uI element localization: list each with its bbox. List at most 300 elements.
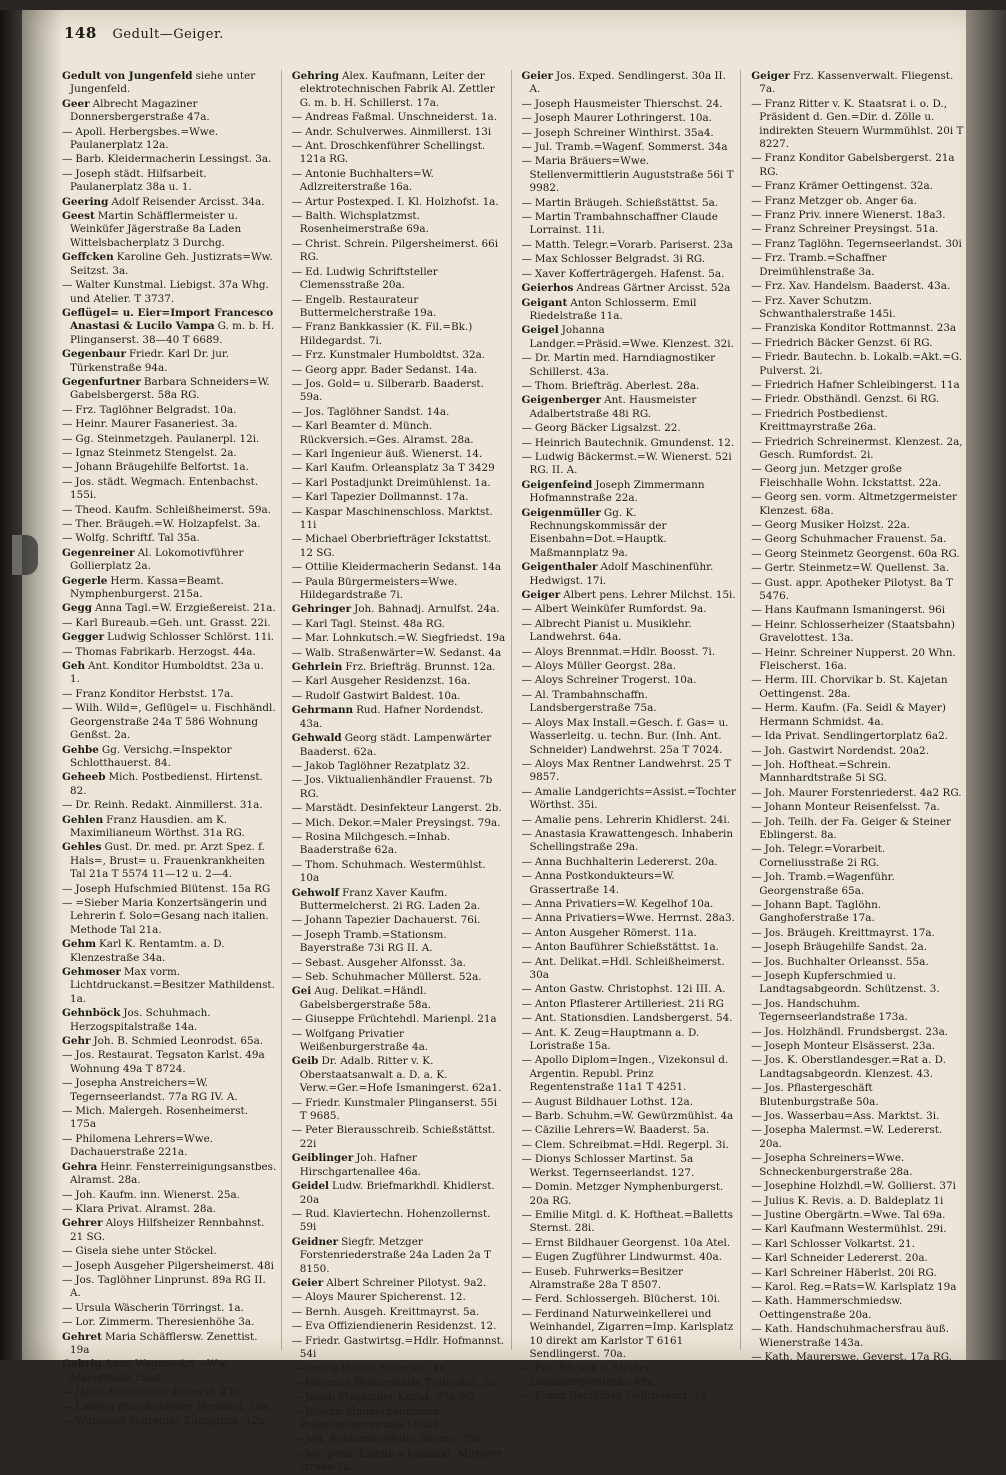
entry-dash: — [521, 238, 532, 251]
directory-entry [62, 1260, 277, 1273]
entry-dash: — [521, 1293, 532, 1306]
entry-text: Franz Schreiner Preysingst. 51a. [764, 223, 939, 236]
entry-dash: — [291, 476, 303, 489]
entry-dash: — [751, 336, 762, 349]
directory-entry [751, 1082, 966, 1109]
directory-entry [62, 476, 277, 503]
entry-text: Jos. Handschuhm. Tegernseerlandstraße 173a. [759, 997, 908, 1024]
entry-text: Joh. Hafner Hirschgartenallee 46a. [299, 1152, 421, 1178]
entry-text: Franziska Konditor Rottmannst. 23a [764, 322, 957, 335]
directory-entry [62, 1358, 277, 1385]
directory-entry [522, 1181, 737, 1208]
entry-text: Dionys Schlosser Martinst. 5a Werkst. Tegernseerlandst. 127. [529, 1153, 695, 1179]
entry-text: Franz Bankkassier (K. Fil.=Bk.) Hildegardst. 7i. [299, 321, 473, 347]
entry-dash: — [62, 1400, 73, 1413]
entry-text: Jakob Taglöhner Rezatplatz 32. [305, 759, 470, 772]
entry-text: Balth. Wichsplatzmst. Rosenheimerstraße 69a. [299, 210, 429, 236]
directory-entry [522, 717, 737, 757]
entry-text: Franz Ritter v. K. Staatsrat i. o. D., Präsident d. Gen.=Dir. d. Zölle u. indirekten Steuern Wurmmühlst. 20i T 8227. [759, 97, 964, 151]
directory-entry [522, 786, 737, 813]
entry-dash: — [751, 351, 762, 364]
directory-entry [292, 533, 507, 560]
entry-text: Artur Postexped. I. Kl. Holzhofst. 1a. [305, 195, 499, 208]
entry-text: Herm. III. Chorvikar b. St. Kajetan Oettingenst. 28a. [759, 674, 948, 700]
entry-dash: — [521, 617, 532, 630]
entry-surname: Gehlen [62, 813, 104, 826]
entry-text: Frz. Bäcker u. Melber Landsbergerstraße 69a. [529, 1362, 657, 1388]
entry-dash: — [62, 1105, 73, 1118]
entry-dash: — [521, 352, 532, 365]
entry-dash: — [62, 1259, 73, 1272]
directory-entry [522, 380, 737, 393]
directory-entry [751, 152, 966, 179]
entry-text: Lor. Zimmerm. Theresienhöhe 3a. [75, 1316, 255, 1329]
entry-dash: — [751, 1280, 762, 1293]
entry-text: Joh. Rentamtsgehilfe Steinst. 79a. [305, 1433, 485, 1446]
entry-text: Thom. Briefträg. Aberlest. 28a. [534, 379, 700, 392]
entry-text: Eugen Zugführer Lindwurmst. 40a. [534, 1251, 722, 1264]
entry-dash: — [62, 167, 73, 180]
directory-entry [751, 871, 966, 898]
entry-text: Michael Oberbriefträger Ickstattst. 12 SG. [299, 533, 492, 559]
entry-text: Frz. Kassenverwalt. Fliegenst. 7a. [759, 70, 954, 96]
entry-text: Josephine Holzhdl.=W. Gollierst. 37i [764, 1180, 956, 1193]
entry-dash: — [291, 774, 303, 787]
entry-text: Mich. Dekor.=Maler Preysingst. 79a. [305, 816, 501, 829]
directory-entry [751, 604, 966, 617]
entry-surname: Gehwald [291, 732, 342, 745]
directory-entry [751, 180, 966, 193]
directory-entry [522, 394, 737, 421]
entry-surname: Geidel [291, 1180, 330, 1193]
entry-dash: — [751, 1237, 762, 1250]
entry-dash: — [521, 645, 532, 658]
directory-entry [62, 98, 277, 125]
directory-entry [522, 1362, 737, 1389]
entry-text: Martin Trambahnschaffner Claude Lorrainst. 11i. [529, 211, 718, 237]
directory-entry [292, 420, 507, 447]
directory-entry [522, 1124, 737, 1137]
entry-surname: Geiger [521, 589, 561, 602]
entry-dash: — [62, 1202, 73, 1215]
entry-surname: Gehmoser [62, 966, 121, 978]
entry-dash: — [751, 618, 762, 631]
entry-surname: Gehrlein [291, 661, 343, 674]
entry-surname: Geering [62, 195, 109, 208]
entry-text: Martin Bräugeh. Schießstättst. 5a. [534, 196, 719, 209]
entry-dash: — [521, 785, 532, 798]
entry-dash: — [751, 393, 762, 406]
directory-entry [522, 98, 737, 111]
entry-surname: Gehrig [62, 1358, 102, 1371]
directory-entry [292, 1208, 507, 1235]
entry-text: Heinrich Bautechnik. Gmundenst. 12. [534, 436, 735, 449]
entry-surname: Geidner [291, 1235, 339, 1248]
directory-entry [292, 957, 507, 970]
directory-entry [751, 548, 966, 561]
entry-dash: — [521, 211, 532, 224]
entry-text: Wunibald Schreiner Zugspitzst. 12a. [75, 1415, 269, 1427]
entry-text: Joseph Zimmermann Hofmannstraße 22a. [529, 478, 705, 505]
directory-entry [522, 1110, 737, 1123]
entry-dash: — [291, 1305, 303, 1318]
entry-dash: — [751, 970, 762, 982]
entry-text: Karl K. Rentamtm. a. D. Klenzestraße 34a. [70, 938, 225, 964]
directory-entry [522, 324, 737, 351]
directory-entry [292, 477, 507, 490]
directory-entry [292, 406, 507, 419]
entry-dash: — [521, 1124, 532, 1137]
directory-entry [751, 759, 966, 786]
directory-entry [62, 532, 277, 545]
directory-entry [62, 1217, 277, 1244]
entry-dash: — [291, 1376, 303, 1389]
entry-dash: — [291, 237, 303, 250]
entry-dash: — [521, 1138, 532, 1151]
entry-text: Siegfr. Metzger Forstenriederstraße 24a Laden 2a T 8150. [299, 1235, 491, 1275]
entry-dash: — [62, 1132, 73, 1145]
directory-entry [62, 1105, 277, 1132]
entry-dash: — [291, 1013, 303, 1026]
entry-text: Georg Bäcker Ligsalzst. 22. [534, 422, 681, 435]
directory-entry [292, 1055, 507, 1095]
entry-surname: Gehnböck [62, 1007, 121, 1020]
entry-dash: — [62, 418, 73, 431]
directory-entry [62, 404, 277, 417]
directory-entry [751, 280, 966, 293]
directory-entry [751, 252, 966, 279]
directory-entry [292, 140, 507, 167]
entry-dash: — [291, 689, 303, 702]
entry-dash: — [521, 827, 532, 840]
directory-entry [62, 631, 277, 644]
entry-dash: — [751, 1152, 762, 1165]
directory-entry [292, 632, 507, 645]
entry-text: Johann Bapt. Taglöhn. Ganghoferstraße 17a. [759, 898, 882, 925]
entry-text: Eva Offiziendienerin Residenzst. 12. [305, 1320, 497, 1333]
entry-dash: — [291, 759, 303, 772]
entry-text: Al. Trambahnschaffn. Landsbergerstraße 75a. [529, 688, 657, 715]
directory-entry [292, 1448, 507, 1475]
directory-entry [751, 1124, 966, 1151]
entry-text: Ignaz Steinmetz Stengelst. 2a. [75, 446, 237, 459]
entry-text: Adolf Reisender Arcisst. 34a. [111, 195, 265, 208]
entry-dash: — [521, 1110, 532, 1123]
entry-text: Friedr. Karl Dr. jur. Türkenstraße 94a. [70, 348, 230, 374]
entry-dash: — [291, 1334, 303, 1347]
directory-entry [292, 704, 507, 731]
directory-entry [522, 814, 737, 827]
entry-dash: — [521, 141, 532, 154]
entry-dash: — [291, 1433, 303, 1446]
entry-columns [62, 70, 970, 1474]
entry-dash: — [521, 1012, 532, 1025]
column-2 [291, 70, 512, 1474]
entry-dash: — [291, 858, 303, 871]
entry-text: Andreas Faßmal. Unschneiderst. 1a. [305, 111, 497, 124]
directory-entry [522, 660, 737, 673]
entry-text: Xaver Kofferträgergeh. Hafenst. 5a. [534, 267, 725, 280]
directory-entry [62, 348, 277, 375]
directory-entry [522, 451, 737, 478]
directory-entry [62, 1203, 277, 1216]
entry-dash: — [751, 491, 762, 504]
entry-dash: — [751, 1180, 762, 1193]
directory-entry [751, 562, 966, 575]
directory-entry [751, 1252, 966, 1265]
entry-text: Alex. Kaufmann, Leiter der elektrotechnischen Fabrik Al. Zettler G. m. b. H. Schillerst. 17a. [299, 70, 495, 109]
directory-entry [751, 351, 966, 378]
entry-text: Josepha Anstreichers=W. Tegernseerlandst. 77a RG IV. A. [70, 1077, 238, 1103]
entry-text: Albert pens. Lehrer Milchst. 15i. [563, 589, 736, 602]
entry-text: Karl Schlosser Volkartst. 21. [764, 1237, 915, 1250]
entry-surname: Gehles [62, 841, 102, 854]
entry-text: Jos. Taglöhner Sandst. 14a. [305, 405, 450, 418]
directory-entry [62, 447, 277, 460]
entry-dash: — [751, 547, 762, 560]
directory-entry [62, 153, 277, 166]
directory-entry [292, 576, 507, 603]
directory-entry [62, 814, 277, 841]
entry-text: Clem. Schreibmat.=Hdl. Regerpl. 3i. [534, 1138, 729, 1151]
entry-text: Mar. Lohnkutsch.=W. Siegfriedst. 19a [305, 632, 506, 645]
entry-text: Thom. Schuhmach. Westermühlst. 10a [299, 858, 486, 885]
directory-entry [292, 1335, 507, 1362]
entry-text: Heinr. Schlosserheizer (Staatsbahn) Gravelottest. 13a. [759, 618, 955, 645]
entry-text: Karl Beamter d. Münch. Rückversich.=Ges. Alramst. 28a. [299, 420, 474, 446]
directory-entry [62, 883, 277, 896]
entry-text: Anton Bauführer Schießstättst. 1a. [534, 941, 719, 954]
entry-dash: — [291, 1207, 303, 1220]
directory-entry [292, 690, 507, 703]
directory-entry [522, 253, 737, 266]
entry-dash: — [62, 645, 73, 658]
directory-entry [522, 352, 737, 379]
entry-dash: — [291, 533, 303, 546]
directory-entry [292, 774, 507, 801]
directory-entry [292, 929, 507, 956]
entry-text: Theod. Kaufm. Schleißheimerst. 59a. [75, 503, 271, 516]
directory-entry [522, 282, 737, 295]
entry-dash: — [291, 405, 303, 418]
entry-text: Anna Buchhalterin Ledererst. 20a. [534, 855, 718, 868]
entry-text: Wolfg. Schriftf. Tal 35a. [75, 532, 200, 545]
directory-entry [751, 927, 966, 940]
directory-entry [292, 349, 507, 362]
entry-surname: Geest [62, 210, 95, 223]
entry-surname: Gegenreiner [62, 546, 135, 559]
entry-dash: — [62, 1316, 73, 1329]
entry-surname: Gehm [62, 938, 97, 951]
entry-dash: — [751, 237, 762, 250]
entry-dash: — [751, 562, 762, 575]
entry-dash: — [291, 1405, 303, 1418]
entry-dash: — [751, 194, 762, 207]
directory-entry [751, 1110, 966, 1123]
entry-text: Karl Postadjunkt Dreimühlenst. 1a. [305, 476, 491, 489]
directory-entry [522, 1054, 737, 1094]
entry-text: Jos. Pflastergeschäft Blutenburgstraße 50a. [759, 1082, 879, 1108]
directory-entry [751, 1267, 966, 1280]
entry-dash: — [291, 363, 303, 376]
entry-text: Aloys Max Rentner Landwehrst. 25 T 9857. [529, 757, 732, 784]
directory-entry [292, 1028, 507, 1055]
directory-entry [522, 239, 737, 252]
entry-text: Barbara Schneiders=W. Gabelsbergerst. 58a RG. [70, 375, 270, 402]
entry-dash: — [62, 446, 73, 459]
entry-dash: — [291, 111, 303, 124]
entry-dash: — [521, 813, 532, 826]
directory-entry [292, 1013, 507, 1026]
entry-text: Dr. Martin med. Harndiagnostiker Schillerst. 43a. [529, 352, 716, 378]
entry-text: Aug. Delikat.=Händl. Gabelsbergerstraße 58a. [299, 985, 432, 1011]
directory-entry [522, 141, 737, 154]
directory-entry [292, 1320, 507, 1333]
directory-entry [292, 111, 507, 124]
entry-text: Friedr. Kunstmaler Plinganserst. 55i T 9685. [299, 1096, 498, 1123]
directory-entry [751, 843, 966, 870]
entry-text: Karl Schreiner Häberlst. 20i RG. [764, 1266, 937, 1279]
entry-dash: — [751, 730, 762, 743]
entry-text: Ant. K. Zeug=Hauptmann a. D. Loristraße 15a. [529, 1026, 700, 1053]
entry-surname: Geiger [751, 70, 791, 82]
entry-dash: — [291, 928, 303, 941]
directory-entry [62, 210, 277, 250]
entry-text: Ludwig Flaschenfüller Herbstst. 10a. [75, 1400, 272, 1413]
entry-dash: — [291, 1124, 303, 1137]
entry-dash: — [521, 983, 532, 996]
entry-dash: — [62, 1188, 73, 1201]
entry-dash: — [62, 896, 73, 909]
entry-text: Albert Schreiner Pilotyst. 9a2. [326, 1276, 487, 1289]
directory-entry [522, 479, 737, 506]
entry-dash: — [751, 801, 762, 814]
entry-text: Anastasia Krawattengesch. Inhaberin Schellingstraße 29a. [529, 827, 734, 854]
entry-text: Ferdinand Naturweinkellerei und Weinhandel, Zigarren=Imp. Karlsplatz 10 direkt am Karlstor T 6161 Sendlingerst. 70a. [529, 1307, 734, 1360]
directory-entry [751, 647, 966, 674]
entry-dash: — [291, 125, 303, 138]
entry-text: Frz. Briefträg. Brunnst. 12a. [345, 661, 496, 674]
entry-text: Gisela siehe unter Stöckel. [75, 1245, 217, 1258]
page-number: 148 [64, 24, 97, 42]
entry-text: Ursula Wäscherin Törringst. 1a. [75, 1301, 244, 1314]
entry-text: Seb. Schuhmacher Müllerst. 52a. [305, 971, 482, 983]
entry-text: Joh. Telegr.=Vorarbeit. Corneliusstraße 2i RG. [759, 843, 886, 869]
entry-surname: Geigenthaler [521, 561, 598, 574]
entry-text: Karl Tapezier Dollmannst. 17a. [305, 491, 469, 504]
entry-text: Aloys Maurer Spicherenst. 12. [305, 1291, 466, 1304]
entry-dash: — [62, 702, 73, 715]
entry-dash: — [521, 1026, 532, 1039]
directory-entry [292, 1362, 507, 1375]
directory-entry [292, 378, 507, 405]
entry-text: Georg Schuhmacher Frauenst. 5a. [764, 533, 947, 546]
page-header [64, 24, 224, 42]
directory-entry [62, 702, 277, 742]
directory-entry [522, 941, 737, 954]
directory-entry [292, 321, 507, 348]
entry-dash: — [62, 279, 73, 292]
entry-text: Karl Tagl. Steinst. 48a RG. [305, 617, 445, 630]
entry-text: Herm. Kaufm. (Fa. Seidl & Mayer) Hermann Schmidst. 4a. [759, 702, 946, 728]
entry-dash: — [62, 503, 73, 516]
entry-text: Gg. Versichg.=Inspektor Schlotthauerst. 84. [70, 743, 232, 769]
entry-dash: — [291, 462, 303, 475]
directory-entry [522, 828, 737, 855]
entry-text: Joseph Tramb.=Stationsm. Bayerstraße 73i RG II. A. [299, 928, 447, 955]
directory-entry [522, 1209, 737, 1236]
entry-text: Domin. Metzger Nymphenburgerst. 20a RG. [529, 1181, 724, 1207]
entry-dash: — [62, 403, 73, 416]
directory-entry [292, 1097, 507, 1124]
entry-dash: — [751, 674, 762, 687]
entry-text: Jos. Gold= u. Silberarb. Baaderst. 59a. [299, 377, 484, 404]
entry-dash: — [521, 1390, 532, 1403]
directory-entry [522, 1251, 737, 1264]
entry-dash: — [521, 1153, 532, 1166]
entry-text: Wilh. Wild=, Geflügel= u. Fischhändl. Georgenstraße 24a T 586 Wohnung Genßst. 2a. [70, 702, 276, 742]
directory-entry [522, 912, 737, 925]
directory-entry [62, 504, 277, 517]
entry-surname: Gegenbaur [62, 348, 126, 361]
directory-entry [751, 533, 966, 546]
entry-text: Martin Schäfflermeister u. Weinküfer Jägerstraße 8a Laden Wittelsbacherplatz 3 Durchg. [70, 210, 242, 249]
directory-entry [751, 941, 966, 954]
entry-dash: — [521, 1362, 532, 1375]
directory-entry [62, 547, 277, 574]
entry-text: Georg Steinmetz Georgenst. 60a RG. [764, 547, 960, 560]
entry-text: Joseph Maurer Lothringerst. 10a. [534, 112, 712, 125]
entry-text: Friedr. Gastwirtsg.=Hdlr. Hofmannst. 54i [299, 1334, 505, 1360]
directory-entry [292, 266, 507, 293]
entry-surname: Geierhos [521, 282, 574, 295]
entry-text: Franz Konditor Herbstst. 17a. [75, 687, 234, 700]
entry-text: Joh. B. Schmied Leonrodst. 65a. [93, 1035, 264, 1048]
entry-text: Gust. appr. Apotheker Pilotyst. 8a T 5476. [759, 576, 953, 603]
directory-entry [751, 1054, 966, 1081]
entry-text: Kath. Hammerschmiedsw. Oettingenstraße 20a. [759, 1295, 903, 1321]
directory-entry [751, 801, 966, 814]
entry-dash: — [751, 1350, 762, 1363]
entry-surname: Geib [291, 1055, 319, 1068]
entry-dash: — [291, 675, 303, 688]
entry-dash: — [751, 407, 762, 420]
directory-entry [292, 914, 507, 927]
directory-entry [62, 418, 277, 431]
directory-entry [751, 1281, 966, 1294]
entry-dash: — [521, 436, 532, 449]
entry-text: Johann Bräugehilfe Belfortst. 1a. [75, 461, 249, 474]
entry-text: Ferd. Schlossergeh. Blücherst. 10i. [534, 1293, 721, 1306]
directory-entry [292, 168, 507, 195]
directory-entry [292, 647, 507, 660]
entry-dash: — [62, 687, 73, 700]
directory-entry [522, 422, 737, 435]
directory-entry [62, 1189, 277, 1202]
entry-text: Aloys Max Install.=Gesch. f. Gas= u. Wasserleitg. u. techn. Bur. (Inh. Ant. Schneider) Landwehrst. 25a T 7024. [529, 716, 729, 756]
directory-entry [522, 603, 737, 616]
entry-dash: — [291, 1447, 303, 1460]
entry-dash: — [751, 435, 762, 448]
entry-text: Ludwig Bäckermst.=W. Wienerst. 52i RG. II. A. [529, 450, 732, 477]
entry-dash: — [291, 971, 303, 983]
entry-text: Karoline Geh. Justizrats=Ww. Seitzst. 3a. [70, 251, 273, 277]
entry-text: Georg jun. Metzger große Fleischhalle Wohn. Ickstattst. 22a. [759, 463, 942, 489]
directory-entry [522, 127, 737, 140]
entry-text: Ludwig Schlosser Schlörst. 11i. [107, 631, 274, 644]
entry-surname: Gei [291, 985, 312, 998]
entry-dash: — [62, 475, 73, 488]
